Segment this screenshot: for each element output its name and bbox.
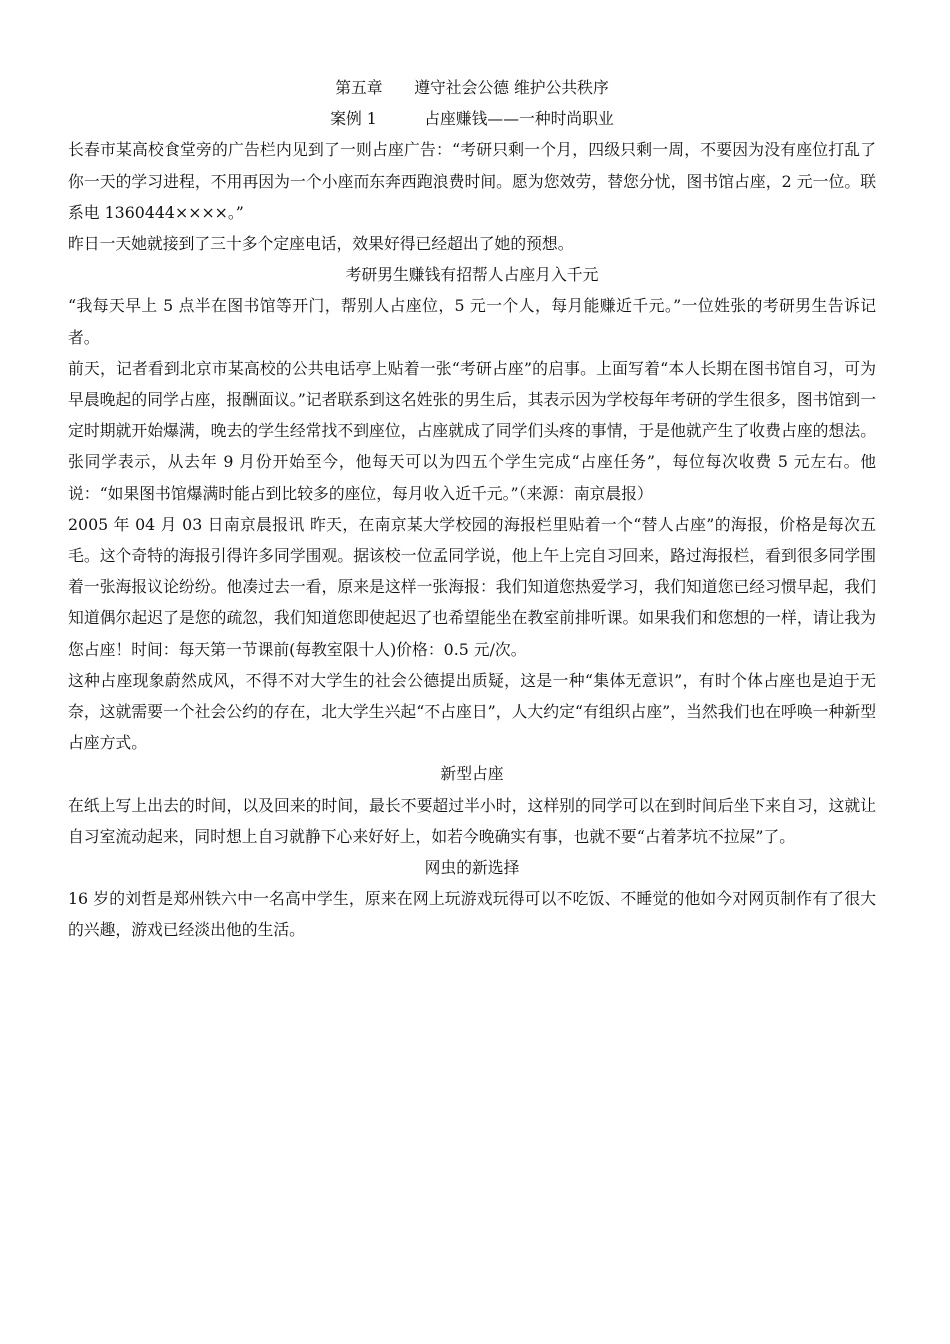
chapter-title: 第五章 遵守社会公德 维护公共秩序 <box>335 78 609 97</box>
paragraph: 前天，记者看到北京市某高校的公共电话亭上贴着一张“考研占座”的启事。上面写着“本人长期在图书馆自习，可为早晨晚起的同学占座，报酬面议。”记者联系到这名姓张的男生后，其表示因为学校每年考研的学生很多，图书馆到一定时期就开始爆满，晚去的学生经常找不到座位，占座就成了同学们头疼的事情，于是他就产生了收费占座的想法。张同学表示，从去年 9 月份开始至今，他每天可以为四五个学生完成“占座任务”，每位每次收费 5 元左右。他说：“如果图书馆爆满时能占到比较多的座位，每月收入近千元。”（来源：南京晨报） <box>68 358 876 503</box>
paragraph: 这种占座现象蔚然成风，不得不对大学生的社会公德提出质疑，这是一种“集体无意识”，有时个体占座也是迫于无奈，这就需要一个社会公约的存在，北大学生兴起“不占座日”，人大约定“有组织占座”，当然我们也在呼唤一种新型占座方式。 <box>68 670 876 753</box>
paragraph: 16 岁的刘哲是郑州铁六中一名高中学生，原来在网上玩游戏玩得可以不吃饭、不睡觉的他如今对网页制作有了很大的兴趣，游戏已经淡出他的生活。 <box>68 889 876 940</box>
document-page <box>68 72 876 946</box>
case-title: 案例 1 占座赚钱——一种时尚职业 <box>330 109 614 129</box>
section-heading: 考研男生赚钱有招帮人占座月入千元 <box>345 265 599 285</box>
section-heading: 新型占座 <box>440 764 504 784</box>
paragraph: 2005 年 04 月 03 日南京晨报讯 昨天，在南京某大学校园的海报栏里贴着一个“替人占座”的海报，价格是每次五毛。这个奇特的海报引得许多同学围观。据该校一位孟同学说，他上午上完自习回来，路过海报栏，看到很多同学围着一张海报议论纷纷。他凑过去一看，原来是这样一张海报：我们知道您热爱学习，我们知道您已经习惯早起，我们知道偶尔起迟了是您的疏忽，我们知道您即使起迟了也希望能坐在教室前排听课。如果我们和您想的一样，请让我为您占座！时间：每天第一节课前(每教室限十人)价格：0.5 元/次。 <box>68 514 876 659</box>
paragraph: 长春市某高校食堂旁的广告栏内见到了一则占座广告：“考研只剩一个月，四级只剩一周，不要因为没有座位打乱了你一天的学习进程，不用再因为一个小座而东奔西跑浪费时间。愿为您效劳，替您分忧，图书馆占座，2 元一位。联系电 1360444××××。” <box>68 140 876 222</box>
paragraph: “我每天早上 5 点半在图书馆等开门，帮别人占座位，5 元一个人，每月能赚近千元。”一位姓张的考研男生告诉记者。 <box>68 296 876 347</box>
paragraph: 昨日一天她就接到了三十多个定座电话，效果好得已经超出了她的预想。 <box>68 234 574 254</box>
section-heading: 网虫的新选择 <box>424 858 520 878</box>
paragraph: 在纸上写上出去的时间，以及回来的时间，最长不要超过半小时，这样别的同学可以在到时间后坐下来自习，这就让自习室流动起来，同时想上自习就静下心来好好上，如若今晚确实有事，也就不要“占着茅坑不拉屎”了。 <box>68 795 876 846</box>
